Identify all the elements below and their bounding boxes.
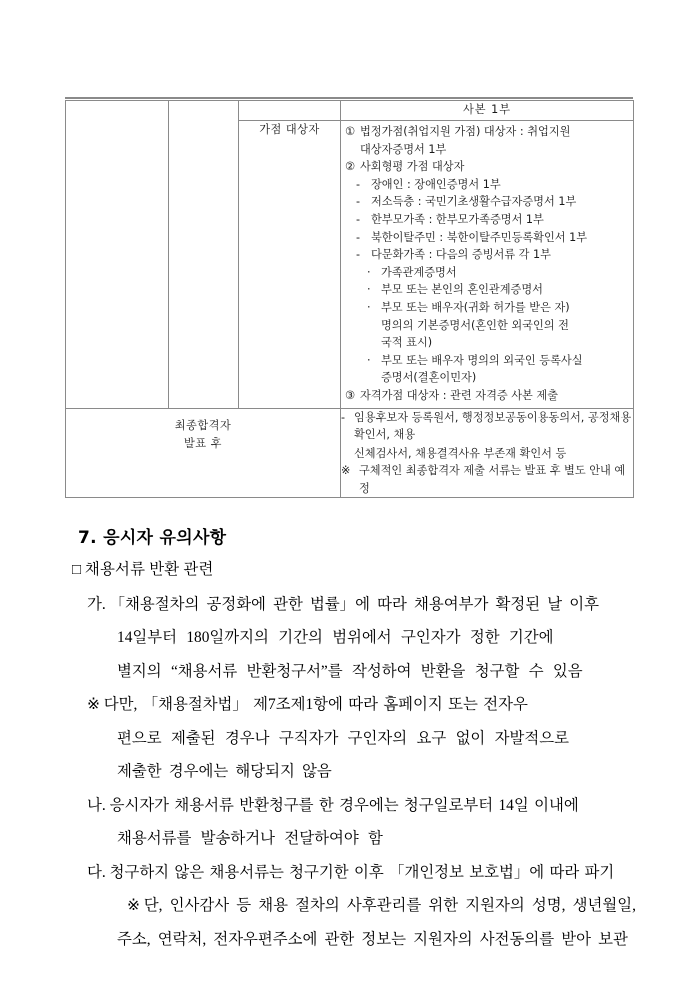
notice-line-text: 제출한 경우에는 해당되지 않음 [117,763,332,780]
bonus-item [345,264,629,282]
bonus-item-marker: · [367,300,371,314]
notice-topic-row [65,553,641,588]
bonus-item-marker: - [356,195,361,209]
bonus-item-text: 사회형평 가점 대상자 [360,160,465,174]
notice-line-text: 응시자가 채용서류 반환청구를 한 경우에는 청구일로부터 14일 이내에 [109,796,579,814]
bonus-item [345,352,629,370]
bonus-item-text: 자격가점 대상자 : 관련 자격증 사본 제출 [360,388,559,402]
reference-mark-icon: ※ [127,897,140,914]
section-number: 7. [78,528,97,548]
reference-mark-icon: ※ [341,464,351,478]
bonus-item-text: 대상자증명서 1부 [360,142,447,156]
bonus-item-text: 명의의 기본증명서(혼인한 외국인의 전 [381,318,569,332]
table-top-rule [65,97,633,99]
notice-line-marker: 가. [87,595,106,613]
required-documents-table [65,100,634,498]
table-row-final-pass [66,408,634,498]
bonus-item [345,246,629,264]
notice-line-text: 다만, 「채용절차법」 제7조제1항에 따라 홈페이지 또는 전자우 [103,696,528,713]
bonus-item-marker: - [356,248,361,262]
bonus-item-text: 국적 표시) [381,336,433,350]
notice-body [65,553,641,956]
bonus-item [345,158,629,176]
bonus-item-text: 한부모가족 : 한부모가족증명서 1부 [371,212,544,226]
notice-line [65,588,641,622]
bullet-dash-marker: - [341,410,346,424]
notice-line-text: 청구하지 않은 채용서류는 청구기한 이후 「개인정보 보호법」에 따라 파기 [109,863,615,881]
final-pass-bullet-line [341,409,633,444]
notice-line [65,722,641,756]
notice-line [65,856,641,890]
square-bullet-icon: □ [72,562,82,578]
final-pass-label [66,409,340,461]
notice-line-marker: 다. [87,863,106,881]
bonus-item-text: 부모 또는 배우자(귀화 허가를 받은 자) [381,300,570,314]
bonus-item-marker: ② [345,160,356,174]
notice-line-text: 편으로 제출된 경우나 구직자가 구인자의 요구 없이 자발적으로 [117,729,569,747]
table-cell-category-label [239,121,341,409]
final-pass-line2: 신체검사서, 채용결격사유 부존재 확인서 등 [354,446,567,460]
notice-lines-container [65,588,641,957]
bonus-item-marker: - [356,230,361,244]
notice-line [65,621,641,655]
bonus-item-text: 다문화가족 : 다음의 증빙서류 각 1부 [371,248,551,262]
table-cell-final-pass-label [66,408,341,498]
final-pass-label-line2: 발표 후 [184,436,222,450]
bonus-item [345,123,629,141]
notice-line-marker: 나. [87,796,106,814]
notice-line [65,789,641,823]
bonus-item-marker: - [356,212,361,226]
bonus-item-text: 부모 또는 배우자 명의의 외국인 등록사실 [381,353,583,367]
bonus-item [345,387,629,405]
bonus-item [345,299,629,317]
notice-line [65,889,641,923]
final-pass-note-line [341,462,633,497]
bonus-item [345,229,629,247]
final-pass-note: 구체적인 최종합격자 제출 서류는 발표 후 별도 안내 예정 [359,464,626,495]
bonus-item [345,317,629,335]
bonus-item-marker: ① [345,125,356,138]
notice-line-text: 「채용절차의 공정화에 관한 법률」에 따라 채용여부가 확정된 날 이후 [109,595,599,613]
notice-line [65,688,641,722]
notice-line [65,655,641,689]
bonus-item-marker: - [356,177,361,191]
bonus-item [345,211,629,229]
bonus-item-marker: ③ [345,388,356,402]
notice-line [65,755,641,789]
table-cell-final-pass-details [341,408,634,498]
table-cell-bonus-details [341,121,634,409]
section-title: 응시자 유의사항 [103,528,227,548]
final-pass-label-line1: 최종합격자 [174,418,232,432]
notice-topic-text: 채용서류 반환 관련 [84,561,214,578]
bonus-item [345,281,629,299]
category-label-text: 가점 대상자 [259,123,320,136]
bonus-items-list [341,121,633,408]
notice-line [65,923,641,957]
table-cell-category-top-blank [239,101,341,121]
bonus-item [345,176,629,194]
bonus-item-text: 저소득층 : 국민기초생활수급자증명서 1부 [371,195,577,209]
final-pass-line1: 임용후보자 등록원서, 행정정보공동이용동의서, 공정채용 확인서, 채용 [354,410,632,442]
bonus-item [345,334,629,352]
table-cell-copies-header: 사본 1부 [341,101,634,121]
notice-line-text: 채용서류를 발송하거나 전달하여야 함 [117,830,383,847]
reference-mark-icon: ※ [87,696,100,713]
bonus-item [345,369,629,387]
bonus-item-text: 부모 또는 본인의 혼인관계증명서 [381,283,543,297]
bonus-item-marker: · [367,353,371,367]
bonus-item-text: 증명서(결혼이민자) [381,371,477,385]
page-section-heading [78,523,226,548]
bonus-item-text: 법정가점(취업지원 가점) 대상자 : 취업지원 [360,125,571,138]
table-cell-subgroup-blank [169,101,239,409]
bonus-item-marker: · [367,265,371,279]
bonus-item-text: 가족관계증명서 [381,265,457,279]
bonus-item [345,141,629,159]
table-row-copies-header [66,101,634,121]
bonus-item [345,193,629,211]
notice-line-text: 별지의 “채용서류 반환청구서”를 작성하여 반환을 청구할 수 있음 [117,662,583,680]
notice-line-text: 주소, 연락처, 전자우편주소에 관한 정보는 지원자의 사전동의를 받아 보관 [117,930,628,948]
notice-line-text: 14일부터 180일까지의 기간의 범위에서 구인자가 정한 기간에 [117,629,554,646]
notice-line [65,822,641,856]
bonus-item-text: 북한이탈주민 : 북한이탈주민등록확인서 1부 [371,230,588,244]
notice-line-text: 단, 인사감사 등 채용 절차의 사후관리를 위한 지원자의 성명, 생년월일, [143,897,636,914]
bonus-item-text: 장애인 : 장애인증명서 1부 [371,177,501,191]
table-cell-stage-blank [66,101,169,409]
bonus-item-marker: · [367,283,371,297]
